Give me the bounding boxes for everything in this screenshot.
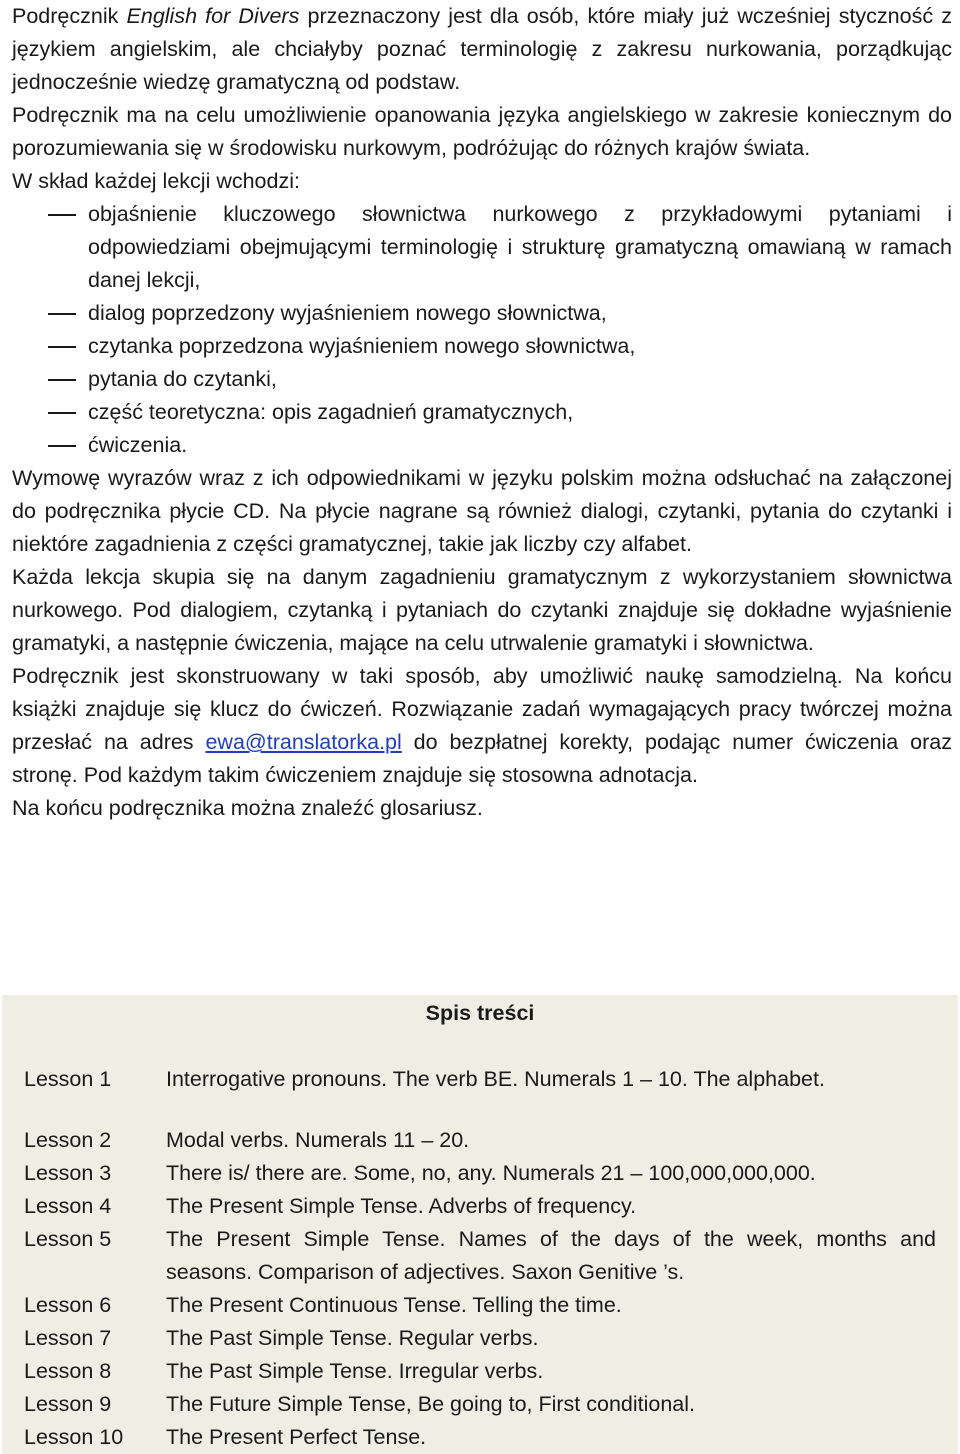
- intro-paragraph-self-study: [12, 660, 952, 792]
- list-item-text: czytanka poprzedzona wyjaśnieniem nowego słownictwa,: [88, 334, 636, 358]
- intro-paragraph-2: Podręcznik ma na celu umożliwienie opanowania języka angielskiego w zakresie koniecznym do porozumiewania się w środowisku nurkowym, podróżując do różnych krajów świata.: [12, 103, 952, 160]
- lesson-number: Lesson 2: [24, 1128, 112, 1152]
- intro-paragraph-glossary: Na końcu podręcznika można znaleźć glosariusz.: [12, 796, 483, 820]
- list-item: [12, 297, 952, 330]
- lesson-topic: The Past Simple Tense. Regular verbs.: [166, 1326, 539, 1350]
- lesson-number: Lesson 3: [24, 1161, 112, 1185]
- list-item-text: objaśnienie kluczowego słownictwa nurkowego z przykładowymi pytaniami i odpowiedziami obejmującymi terminologię i strukturę gramatyczną omawianą w ramach danej lekcji,: [88, 202, 952, 292]
- intro-paragraph-cd: Wymowę wyrazów wraz z ich odpowiednikami w języku polskim można odsłuchać na załączonej do podręcznika płycie CD. Na płycie nagrane są również dialogi, czytanki, pytania do czytanki i niektóre zagadnienia z części gramatycznej, takie jak liczby czy alfabet.: [12, 466, 952, 556]
- dash-bullet: [48, 412, 76, 414]
- lesson-number: Lesson 5: [24, 1227, 112, 1251]
- lesson-topic: The Present Simple Tense. Adverbs of frequency.: [166, 1194, 637, 1218]
- lesson-topic: There is/ there are. Some, no, any. Numerals 21 – 100,000,000,000.: [166, 1161, 816, 1185]
- intro-section: [12, 0, 952, 825]
- intro-paragraph-grammar: Każda lekcja skupia się na danym zagadnieniu gramatycznym z wykorzystaniem słownictwa nurkowego. Pod dialogiem, czytanką i pytaniach do czytanki znajduje się dokładne wyjaśnienie gramatyki, a następnie ćwiczenia, mające na celu utrwalenie gramatyki i słownictwa.: [12, 565, 952, 655]
- dash-bullet: [48, 346, 76, 348]
- intro-text: Podręcznik: [12, 4, 127, 28]
- dash-bullet: [48, 445, 76, 447]
- lesson-contents-list: [12, 198, 952, 462]
- lesson-topic: Modal verbs. Numerals 11 – 20.: [166, 1128, 470, 1152]
- list-item-text: pytania do czytanki,: [88, 367, 277, 391]
- list-item-text: część teoretyczna: opis zagadnień gramatycznych,: [88, 400, 574, 424]
- list-item-text: dialog poprzedzony wyjaśnieniem nowego słownictwa,: [88, 301, 607, 325]
- lesson-topic: The Present Perfect Tense.: [166, 1425, 427, 1449]
- lesson-number: Lesson 1: [24, 1067, 112, 1091]
- intro-paragraph-1: [12, 0, 952, 99]
- dash-bullet: [48, 379, 76, 381]
- lesson-topic: Interrogative pronouns. The verb BE. Numerals 1 – 10. The alphabet.: [166, 1067, 825, 1091]
- lesson-number: Lesson 4: [24, 1194, 112, 1218]
- intro-text: Podręcznik jest skonstruowany w taki sposób, aby umożliwić naukę samodzielną. Na końcu książki znajduje się klucz do ćwiczeń. Rozwiązanie zadań wymagających pracy twórczej można przesłać na adres: [12, 664, 952, 754]
- book-title: English for Divers: [126, 4, 300, 28]
- list-item: [12, 396, 952, 429]
- dash-bullet: [48, 214, 76, 216]
- lesson-number: Lesson 9: [24, 1392, 112, 1416]
- list-item: [12, 363, 952, 396]
- list-item: [12, 330, 952, 363]
- list-item: [12, 429, 952, 462]
- lesson-topic: The Present Simple Tense. Names of the days of the week, months and seasons. Comparison of adjectives. Saxon Genitive ’s.: [166, 1227, 936, 1284]
- lesson-topic: The Present Continuous Tense. Telling the time.: [166, 1293, 622, 1317]
- lesson-number: Lesson 8: [24, 1359, 112, 1383]
- email-link[interactable]: ewa@translatorka.pl: [205, 730, 402, 754]
- intro-text: przeznaczony jest dla osób, które miały już wcześniej styczność z językiem angielskim, ale chciałyby poznać terminologię z zakresu nurkowania, porządkując jednocześnie wiedzę gramatyczną od podstaw.: [12, 4, 952, 94]
- list-item-text: ćwiczenia.: [88, 433, 188, 457]
- list-item: [12, 198, 952, 297]
- lesson-number: Lesson 10: [24, 1425, 124, 1449]
- lesson-topic: The Past Simple Tense. Irregular verbs.: [166, 1359, 544, 1383]
- lesson-topic: The Future Simple Tense, Be going to, First conditional.: [166, 1392, 696, 1416]
- lesson-number: Lesson 6: [24, 1293, 112, 1317]
- intro-text: do bezpłatnej korekty, podając numer ćwiczenia oraz stronę. Pod każdym takim ćwiczeniem znajduje się stosowna adnotacja.: [12, 730, 952, 787]
- lesson-number: Lesson 7: [24, 1326, 112, 1350]
- lesson-contents-heading: W skład każdej lekcji wchodzi:: [12, 169, 300, 193]
- toc-title: Spis treści: [425, 1001, 535, 1025]
- dash-bullet: [48, 313, 76, 315]
- table-of-contents: [2, 995, 958, 1454]
